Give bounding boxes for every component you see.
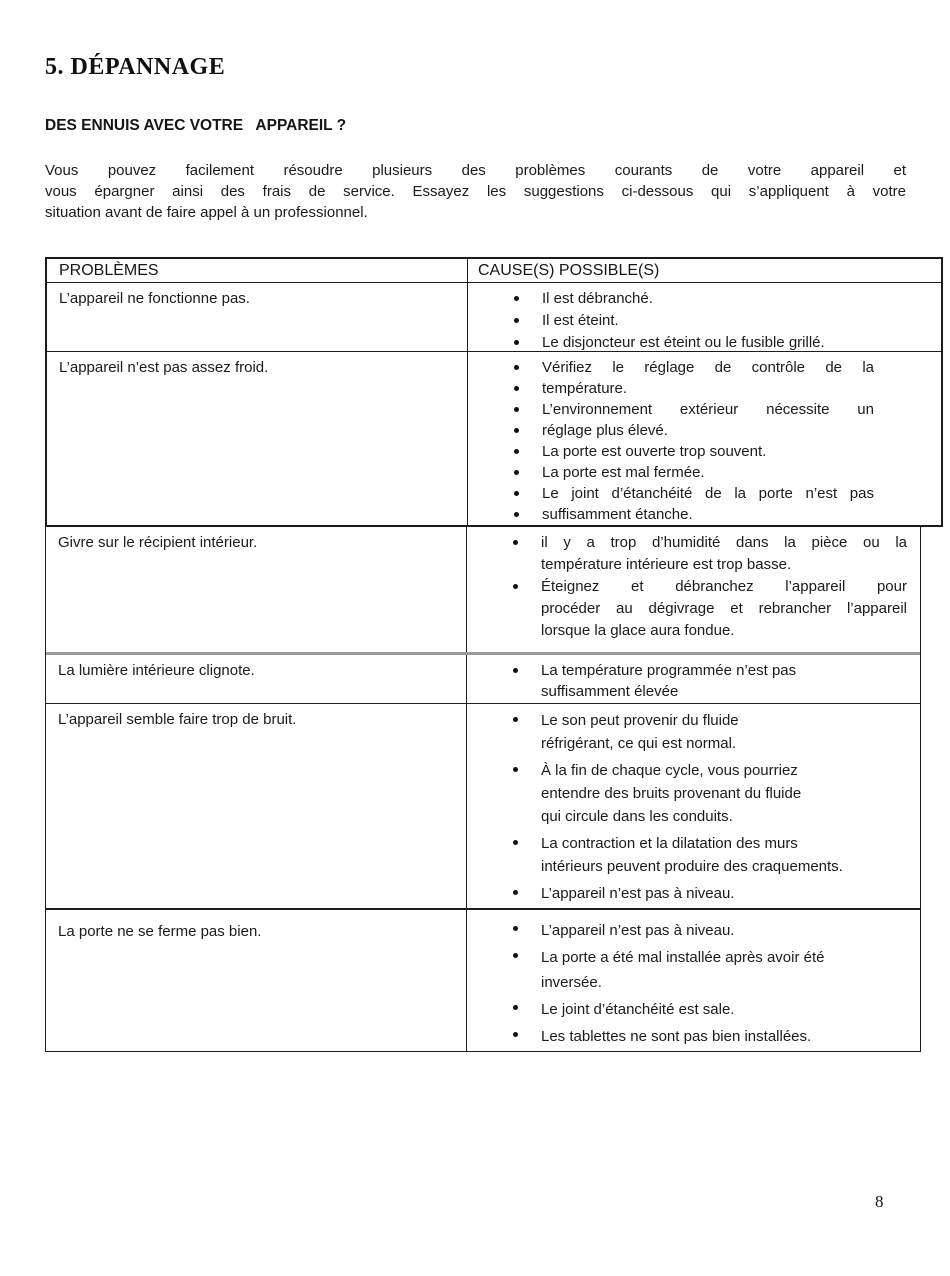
- cause-item: [514, 378, 933, 399]
- bullet-icon: [513, 584, 518, 589]
- causes-cell: [467, 527, 920, 652]
- cause-item: [513, 918, 912, 943]
- cause-line: L’appareil n’est pas à niveau.: [541, 885, 735, 902]
- bullet-icon: [514, 491, 519, 496]
- cause-line: il y a trop d’humidité dans la pièce ou la: [541, 534, 907, 551]
- cause-line: température.: [542, 380, 628, 397]
- cause-line: Le joint d’étanchéité de la porte n’est pas: [542, 485, 874, 502]
- table-row: [46, 704, 920, 910]
- cause-line: qui circule dans les conduits.: [541, 808, 733, 825]
- bullet-icon: [513, 890, 518, 895]
- cause-line: La porte a été mal installée après avoir été: [541, 949, 825, 966]
- bullet-icon: [513, 1032, 518, 1037]
- cause-item: [513, 1024, 912, 1049]
- cause-line: entendre des bruits provenant du fluide: [541, 785, 802, 802]
- bullet-icon: [514, 470, 519, 475]
- intro-line: Vous pouvez facilement résoudre plusieurs des problèmes courants de votre appareil et: [45, 162, 906, 179]
- troubleshooting-table-upper: [45, 257, 943, 527]
- cause-line: L’appareil n’est pas à niveau.: [541, 922, 735, 939]
- problem-cell: L’appareil ne fonctionne pas.: [47, 283, 468, 351]
- causes-cell: [467, 910, 920, 1051]
- table-row: [46, 655, 920, 704]
- cause-line: inversée.: [541, 974, 602, 991]
- bullet-icon: [514, 340, 519, 345]
- bullet-icon: [513, 1005, 518, 1010]
- intro-line: vous épargner ainsi des frais de service. Essayez les suggestions ci-dessous qui s’appliquent à votre: [45, 183, 906, 200]
- cause-item: [514, 462, 933, 483]
- table-row: [46, 527, 920, 655]
- bullet-icon: [513, 668, 518, 673]
- bullet-icon: [514, 318, 519, 323]
- troubleshooting-table-lower: [45, 527, 921, 1052]
- cause-line: La contraction et la dilatation des murs: [541, 835, 798, 852]
- cause-line: lorsque la glace aura fondue.: [541, 622, 735, 639]
- cause-item: [514, 310, 933, 332]
- header-problems: PROBLÈMES: [47, 259, 468, 282]
- cause-line: Il est débranché.: [542, 290, 653, 307]
- cause-line: Le joint d’étanchéité est sale.: [541, 1001, 735, 1018]
- table-header-row: [47, 259, 941, 283]
- cause-line: Les tablettes ne sont pas bien installées.: [541, 1028, 812, 1045]
- cause-line: Il est éteint.: [542, 312, 619, 329]
- cause-line: La porte est ouverte trop souvent.: [542, 443, 767, 460]
- bullet-icon: [514, 296, 519, 301]
- bullet-icon: [513, 926, 518, 931]
- cause-item: [514, 441, 933, 462]
- cause-item: [513, 832, 912, 878]
- cause-line: réfrigérant, ce qui est normal.: [541, 735, 737, 752]
- cause-item: [513, 660, 912, 702]
- bullet-icon: [514, 386, 519, 391]
- cause-line: Éteignez et débranchez l’appareil pour: [541, 578, 907, 595]
- cause-item: [514, 420, 933, 441]
- intro-line: situation avant de faire appel à un professionnel.: [45, 204, 368, 221]
- bullet-icon: [514, 365, 519, 370]
- problem-cell: La lumière intérieure clignote.: [46, 655, 467, 703]
- bullet-icon: [514, 449, 519, 454]
- causes-cell: [468, 352, 941, 525]
- cause-item: [513, 882, 912, 905]
- bullet-icon: [513, 840, 518, 845]
- header-causes: CAUSE(S) POSSIBLE(S): [478, 262, 660, 279]
- table-row: [46, 910, 920, 1051]
- problem-cell: L’appareil n’est pas assez froid.: [47, 352, 468, 525]
- cause-line: Vérifiez le réglage de contrôle de la: [542, 359, 874, 376]
- cause-item: [513, 997, 912, 1022]
- cause-line: réglage plus élevé.: [542, 422, 668, 439]
- bullet-icon: [514, 512, 519, 517]
- cause-item: [514, 357, 933, 378]
- table-row: [47, 352, 941, 525]
- page-number: 8: [875, 1192, 884, 1211]
- cause-item: [514, 332, 933, 354]
- cause-line: À la fin de chaque cycle, vous pourriez: [541, 762, 798, 779]
- cause-line: suffisamment élevée: [541, 683, 679, 700]
- cause-line: Le disjoncteur est éteint ou le fusible grillé.: [542, 334, 825, 351]
- cause-item: [514, 288, 933, 310]
- cause-item: [514, 483, 933, 504]
- problem-cell: L’appareil semble faire trop de bruit.: [46, 704, 467, 908]
- bullet-icon: [514, 428, 519, 433]
- cause-line: La température programmée n’est pas: [541, 662, 797, 679]
- bullet-icon: [514, 407, 519, 412]
- cause-item: [513, 945, 912, 995]
- cause-item: [513, 759, 912, 828]
- cause-line: température intérieure est trop basse.: [541, 556, 792, 573]
- table-row: [47, 283, 941, 352]
- bullet-icon: [513, 717, 518, 722]
- causes-cell: [467, 655, 920, 703]
- cause-line: La porte est mal fermée.: [542, 464, 705, 481]
- cause-line: suffisamment étanche.: [542, 506, 693, 523]
- bullet-icon: [513, 767, 518, 772]
- section-subtitle: DES ENNUIS AVEC VOTRE APPAREIL ?: [45, 117, 347, 134]
- causes-cell: [467, 704, 920, 908]
- causes-cell: [468, 283, 941, 351]
- cause-item: [514, 504, 933, 525]
- bullet-icon: [513, 953, 518, 958]
- cause-item: [514, 399, 933, 420]
- cause-line: L’environnement extérieur nécessite un: [542, 401, 874, 418]
- bullet-icon: [513, 540, 518, 545]
- cause-item: [513, 532, 912, 576]
- intro-paragraph: [45, 160, 906, 223]
- section-title: 5. DÉPANNAGE: [45, 54, 226, 80]
- cause-line: intérieurs peuvent produire des craquements.: [541, 858, 843, 875]
- problem-cell: La porte ne se ferme pas bien.: [46, 910, 467, 1051]
- cause-line: procéder au dégivrage et rebrancher l’appareil: [541, 600, 907, 617]
- cause-item: [513, 576, 912, 642]
- cause-line: Le son peut provenir du fluide: [541, 712, 739, 729]
- problem-cell: Givre sur le récipient intérieur.: [46, 527, 467, 652]
- cause-item: [513, 709, 912, 755]
